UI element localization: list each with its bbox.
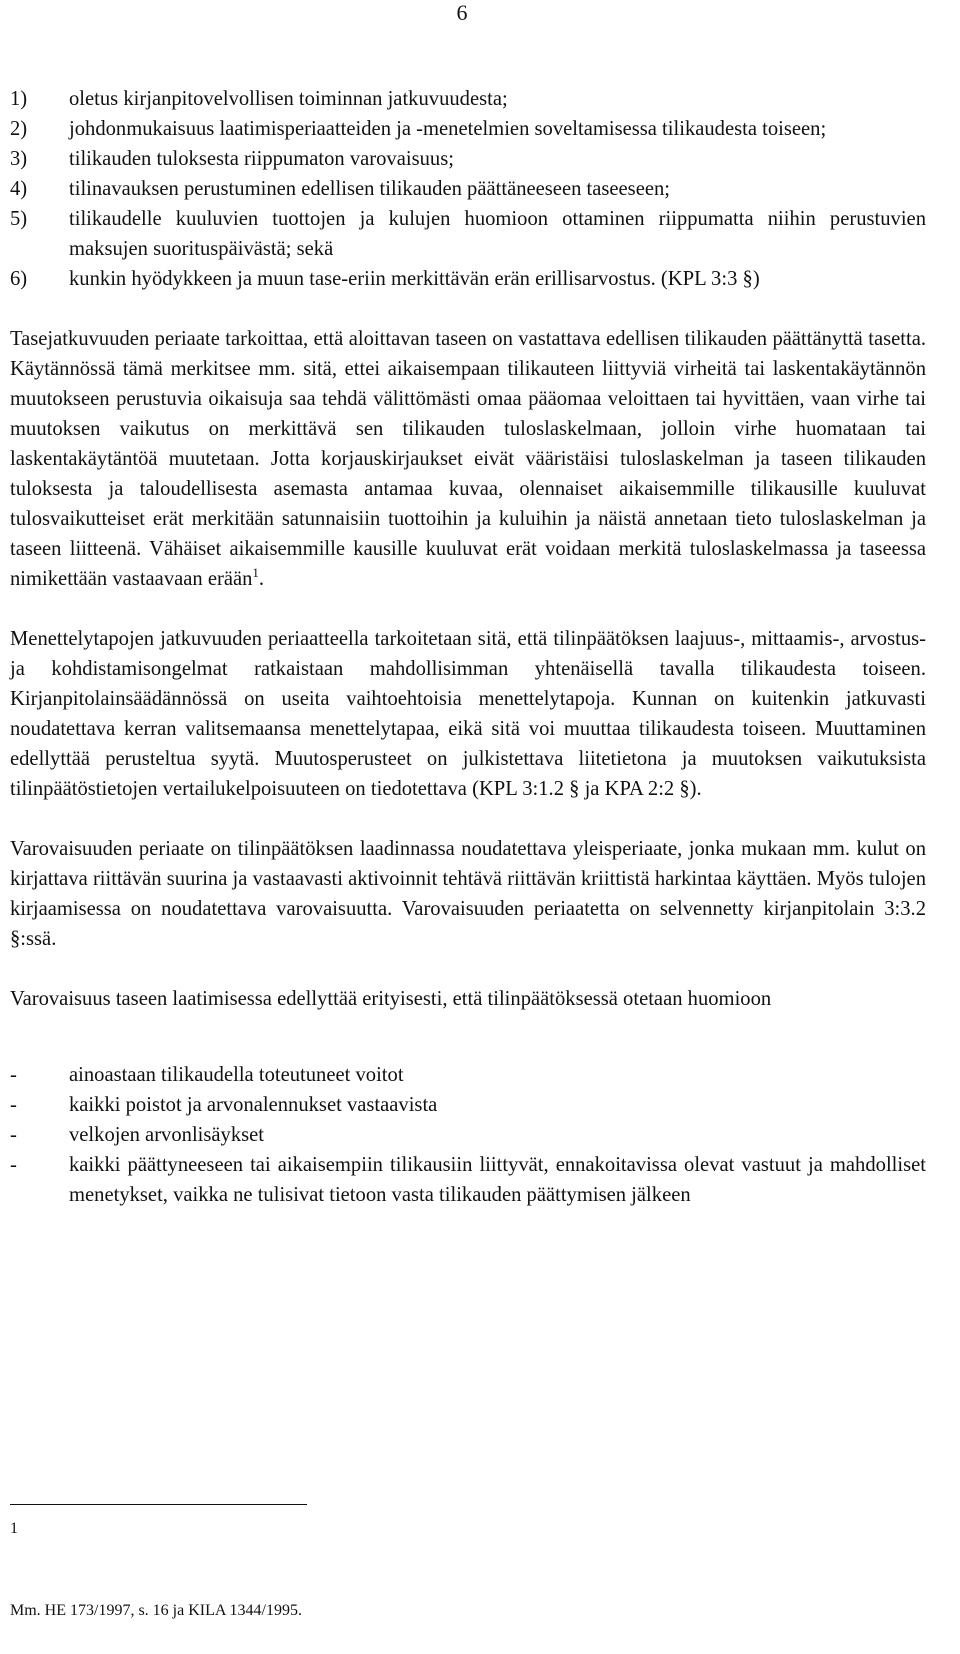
list-item-text: oletus kirjanpitovelvollisen toiminnan jatkuvuudesta; (69, 88, 508, 110)
dash-list-item (10, 1120, 926, 1150)
paragraph-prudence-balance: Varovaisuus taseen laatimisessa edellyttää erityisesti, että tilinpäätöksessä otetaan huomioon (10, 988, 772, 1010)
list-item (10, 84, 926, 114)
dash-marker: - (10, 1064, 17, 1086)
dash-marker: - (10, 1154, 17, 1176)
dash-list-text: kaikki päättyneeseen tai aikaisempiin tilikausiin liittyvät, ennakoitavissa olevat vastuut ja mahdolliset menetykset, vaikka ne tulisivat tietoon vasta tilikauden päättymisen jälkeen (69, 1154, 926, 1206)
dash-list-text: ainoastaan tilikaudella toteutuneet voitot (69, 1064, 404, 1086)
list-item-text: kunkin hyödykkeen ja muun tase-eriin merkittävän erän erillisarvostus. (KPL 3:3 §) (69, 268, 760, 290)
paragraph-text: Tasejatkuvuuden periaate tarkoittaa, että aloittavan taseen on vastattava edellisen tilikauden päättänyttä tasetta. Käytännössä tämä merkitsee mm. sitä, ettei aikaisempaan tilikauteen liittyviä virheitä tai laskentakäytännön muutokseen perustuvia oikaisuja saa tehdä välittömästi omaa pääomaa veloittaen tai hyvittäen, vaan virhe tai muutoksen vaikutus on merkittävä sen tilikauden tuloslaskelmaan, jolloin virhe huomataan tai laskentakäytäntöä muutetaan. Jotta korjauskirjaukset eivät vääristäisi tuloslaskelman ja taseen tilikauden tuloksesta ja taloudellisesta asemasta antamaa kuvaa, olennaiset aikaisemmille tilikausille kuuluvat tulosvaikutteiset erät merkitään satunnaisiin tuottoihin ja kuluihin ja näistä annetaan tieto tuloslaskelman ja taseen liitteenä. Vähäiset aikaisemmille kausille kuuluvat erät voidaan merkitä tuloslaskelmassa ja taseessa nimikettään vastaavaan erään (10, 328, 926, 590)
dash-list-item (10, 1090, 926, 1120)
dash-list-item (10, 1150, 926, 1210)
list-item-text: tilikaudelle kuuluvien tuottojen ja kulujen huomioon ottaminen riippumatta niihin perustuvien maksujen suorituspäivästä; sekä (69, 208, 926, 260)
page-number: 6 (456, 0, 468, 25)
list-item (10, 114, 926, 144)
list-item (10, 144, 926, 174)
footnote-separator (10, 1504, 307, 1505)
footnote-reference[interactable]: 1 (252, 565, 259, 580)
list-item-number: 6) (10, 268, 28, 290)
list-item (10, 264, 926, 294)
footnote-text: Mm. HE 173/1997, s. 16 ja KILA 1344/1995. (10, 1602, 302, 1619)
list-item-number: 1) (10, 88, 28, 110)
list-item (10, 174, 926, 204)
dash-list-text: velkojen arvonlisäykset (69, 1124, 265, 1146)
list-item-text: tilinavauksen perustuminen edellisen tilikauden päättäneeseen taseeseen; (69, 178, 670, 200)
list-item-number: 3) (10, 148, 28, 170)
dash-marker: - (10, 1094, 17, 1116)
paragraph-prudence-principle: Varovaisuuden periaate on tilinpäätöksen laadinnassa noudatettava yleisperiaate, jonka mukaan mm. kulut on kirjattava riittävän suurina ja vastaavasti aktivoinnit tehtävä riittävän kriittistä harkintaa käyttäen. Myös tulojen kirjaamisessa on noudatettava varovaisuutta. Varovaisuuden periaatetta on selvennetty kirjanpitolain 3:3.2 §:ssä. (10, 838, 926, 950)
list-item (10, 204, 926, 264)
dash-list-text: kaikki poistot ja arvonalennukset vastaavista (69, 1094, 438, 1116)
list-item-text: johdonmukaisuus laatimisperiaatteiden ja -menetelmien soveltamisessa tilikaudesta toiseen; (69, 118, 827, 140)
list-item-number: 4) (10, 178, 28, 200)
dash-list-item (10, 1060, 926, 1090)
principles-list (10, 84, 926, 294)
paragraph-end: . (258, 568, 265, 590)
list-item-number: 2) (10, 118, 28, 140)
paragraph-balance-continuity (10, 324, 926, 594)
prudence-list (10, 1060, 926, 1210)
footnote-number: 1 (10, 1520, 18, 1537)
list-item-text: tilikauden tuloksesta riippumaton varovaisuus; (69, 148, 454, 170)
dash-marker: - (10, 1124, 17, 1146)
document-body (10, 84, 926, 1210)
list-item-number: 5) (10, 208, 28, 230)
paragraph-method-continuity: Menettelytapojen jatkuvuuden periaatteella tarkoitetaan sitä, että tilinpäätöksen laajuus-, mittaamis-, arvostus- ja kohdistamisongelmat ratkaistaan mahdollisimman yhtenäisellä tavalla tilikaudesta toiseen. Kirjanpitolainsäädännössä on useita vaihtoehtoisia menettelytapoja. Kunnan on kuitenkin jatkuvasti noudatettava kerran valitsemaansa menettelytapaa, eikä sitä voi muuttaa tilikaudesta toiseen. Muuttaminen edellyttää perusteltua syytä. Muutosperusteet on julkistettava liitetietona ja muutoksen vaikutuksista tilinpäätöstietojen vertailukelpoisuuteen on tiedotettava (KPL 3:1.2 § ja KPA 2:2 §). (10, 628, 926, 800)
